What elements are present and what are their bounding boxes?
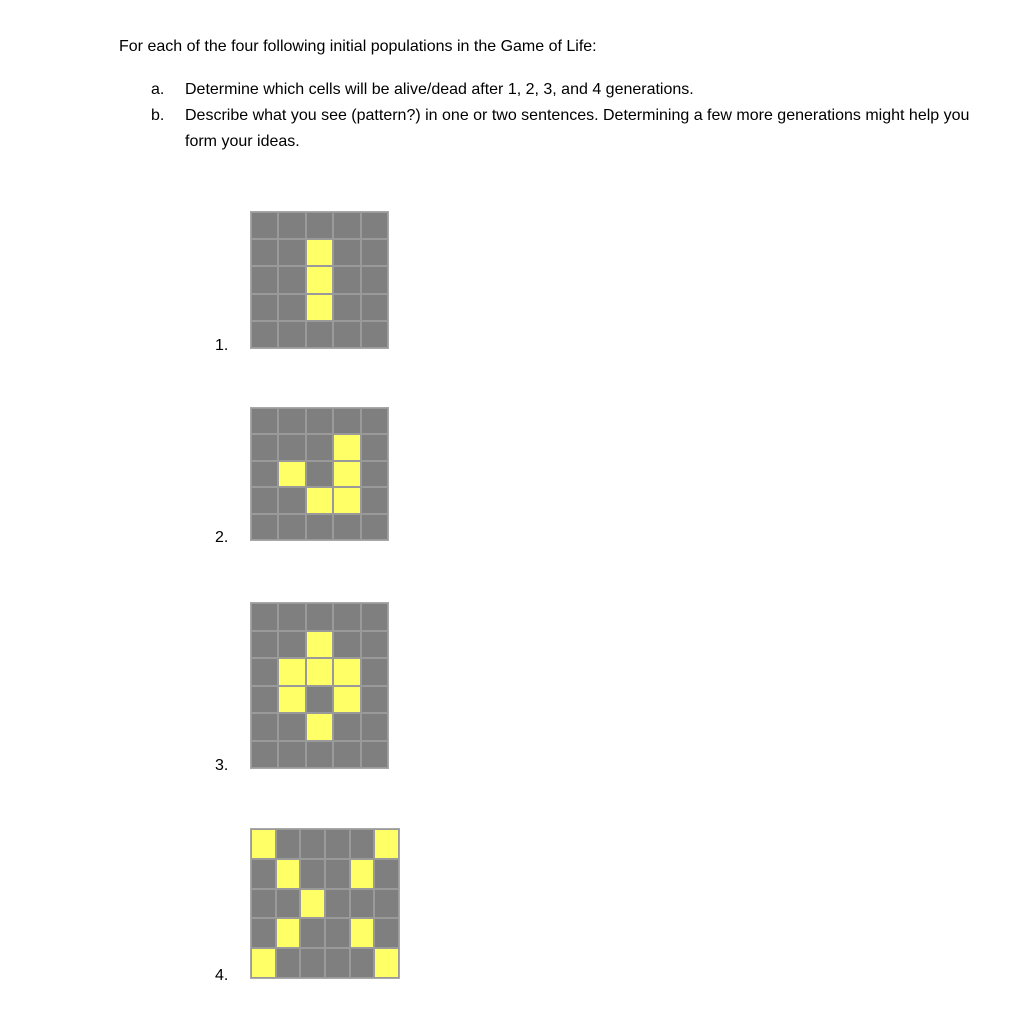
dead-cell [333,321,360,348]
dead-cell [251,294,278,321]
dead-cell [306,212,333,239]
live-cell [333,487,360,513]
dead-cell [251,631,278,659]
dead-cell [333,741,360,769]
dead-cell [325,918,350,948]
population-3-grid [250,602,389,769]
live-cell [306,294,333,321]
population-1-grid [250,211,389,349]
dead-cell [306,321,333,348]
live-cell [306,658,333,686]
dead-cell [300,859,325,889]
dead-cell [278,713,305,741]
population-4-number: 4. [215,967,229,984]
dead-cell [306,434,333,460]
dead-cell [278,487,305,513]
dead-cell [361,631,388,659]
dead-cell [251,266,278,293]
dead-cell [361,514,388,540]
dead-cell [278,603,305,631]
dead-cell [325,948,350,978]
dead-cell [278,321,305,348]
live-cell [278,658,305,686]
dead-cell [333,631,360,659]
dead-cell [361,713,388,741]
live-cell [276,918,301,948]
live-cell [306,631,333,659]
dead-cell [361,266,388,293]
dead-cell [278,266,305,293]
dead-cell [325,889,350,919]
dead-cell [374,918,399,948]
dead-cell [333,408,360,434]
dead-cell [361,603,388,631]
dead-cell [276,948,301,978]
dead-cell [251,514,278,540]
dead-cell [306,603,333,631]
dead-cell [350,948,375,978]
dead-cell [251,321,278,348]
dead-cell [350,829,375,859]
dead-cell [350,889,375,919]
live-cell [306,713,333,741]
dead-cell [278,408,305,434]
dead-cell [361,434,388,460]
dead-cell [306,741,333,769]
dead-cell [251,212,278,239]
dead-cell [278,631,305,659]
dead-cell [361,239,388,266]
dead-cell [361,461,388,487]
dead-cell [361,741,388,769]
dead-cell [278,294,305,321]
dead-cell [374,889,399,919]
dead-cell [300,948,325,978]
dead-cell [333,713,360,741]
population-4-grid [250,828,400,979]
dead-cell [333,294,360,321]
live-cell [278,686,305,714]
population-3-number: 3. [215,757,229,774]
dead-cell [306,514,333,540]
dead-cell [306,461,333,487]
dead-cell [278,212,305,239]
dead-cell [278,514,305,540]
instruction-a-marker: a. [151,81,165,98]
live-cell [306,266,333,293]
dead-cell [251,859,276,889]
dead-cell [361,321,388,348]
dead-cell [374,859,399,889]
dead-cell [333,603,360,631]
population-1-number: 1. [215,337,229,354]
dead-cell [251,239,278,266]
live-cell [306,487,333,513]
dead-cell [278,434,305,460]
dead-cell [251,918,276,948]
instruction-a-text: Determine which cells will be alive/dead after 1, 2, 3, and 4 generations. [185,81,694,98]
dead-cell [251,658,278,686]
dead-cell [325,829,350,859]
population-2-number: 2. [215,529,229,546]
dead-cell [251,603,278,631]
live-cell [251,948,276,978]
dead-cell [361,212,388,239]
dead-cell [300,829,325,859]
dead-cell [251,408,278,434]
dead-cell [333,514,360,540]
instruction-b [151,103,991,155]
dead-cell [278,741,305,769]
instruction-b-marker: b. [151,107,165,124]
dead-cell [276,889,301,919]
instruction-a [151,77,991,103]
dead-cell [325,859,350,889]
dead-cell [333,266,360,293]
dead-cell [306,686,333,714]
dead-cell [251,741,278,769]
instruction-b-text: Describe what you see (pattern?) in one or two sentences. Determining a few more generations might help you form your ideas. [185,107,970,150]
instruction-list [151,77,991,155]
live-cell [333,686,360,714]
dead-cell [276,829,301,859]
dead-cell [333,239,360,266]
dead-cell [361,487,388,513]
dead-cell [306,408,333,434]
live-cell [278,461,305,487]
dead-cell [361,408,388,434]
dead-cell [300,918,325,948]
live-cell [306,239,333,266]
population-2-grid [250,407,389,541]
dead-cell [251,713,278,741]
dead-cell [251,487,278,513]
dead-cell [361,294,388,321]
dead-cell [278,239,305,266]
live-cell [333,658,360,686]
dead-cell [251,889,276,919]
dead-cell [251,461,278,487]
dead-cell [361,686,388,714]
dead-cell [333,212,360,239]
live-cell [251,829,276,859]
live-cell [374,948,399,978]
live-cell [350,918,375,948]
live-cell [333,461,360,487]
live-cell [333,434,360,460]
live-cell [350,859,375,889]
dead-cell [361,658,388,686]
dead-cell [251,686,278,714]
live-cell [300,889,325,919]
live-cell [374,829,399,859]
intro-text: For each of the four following initial populations in the Game of Life: [119,38,597,55]
live-cell [276,859,301,889]
dead-cell [251,434,278,460]
